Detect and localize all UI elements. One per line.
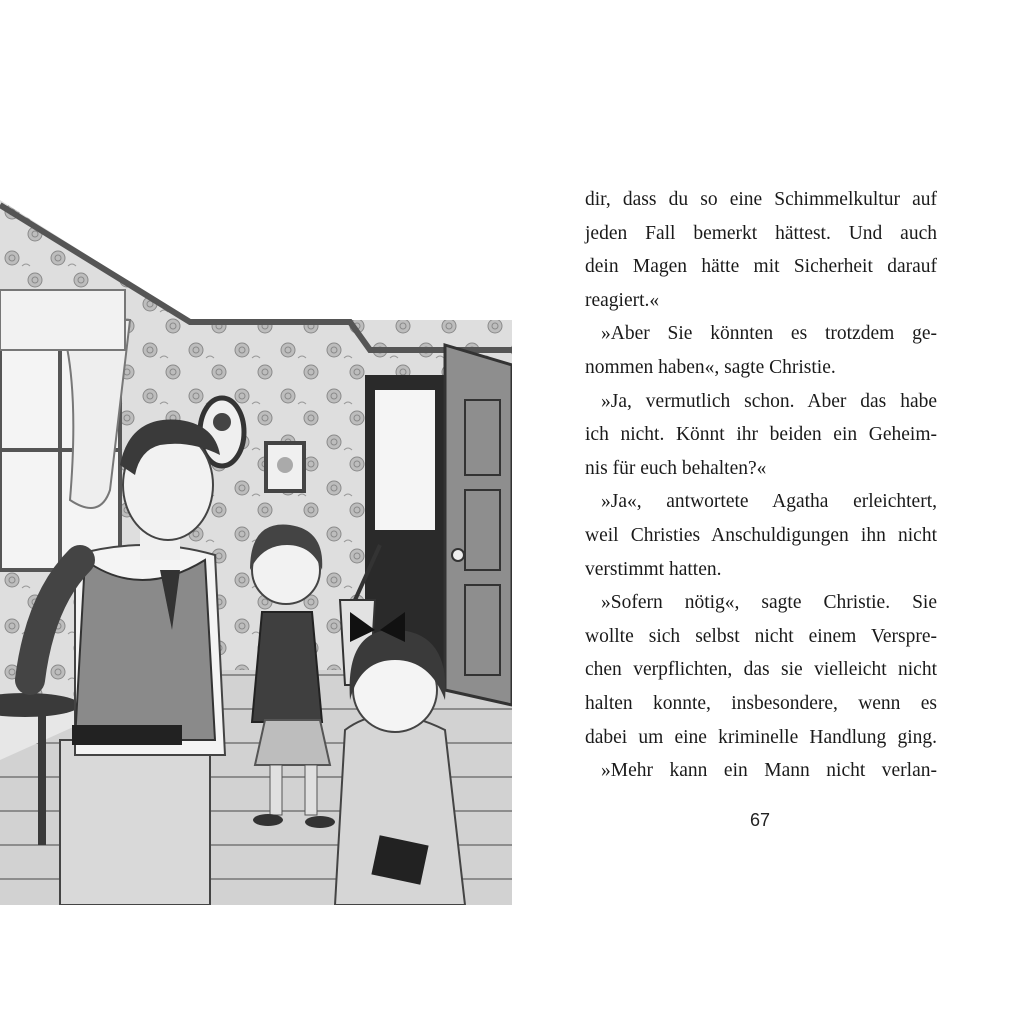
- text-line: chen verpflichten, das sie vielleicht nicht: [585, 659, 937, 681]
- text-line: wollte sich selbst nicht einem Verspre-: [585, 625, 937, 647]
- text-line: »Ja, vermutlich schon. Aber das habe: [601, 390, 937, 412]
- text-line: nis für euch behalten?«: [585, 457, 767, 479]
- text-line: »Aber Sie könnten es trotzdem ge-: [601, 323, 937, 345]
- curtain-valance: [0, 290, 125, 350]
- text-line: »Sofern nötig«, sagte Christie. Sie: [601, 592, 937, 614]
- text-line: dir, dass du so eine Schimmelkultur auf: [585, 189, 937, 210]
- page-number: 67: [749, 810, 771, 830]
- text-line: ich nicht. Könnt ihr beiden ein Geheim-: [585, 424, 937, 446]
- text-line: dein Magen hätte mit Sicherheit darauf: [585, 256, 937, 278]
- text-line: nommen haben«, sagte Christie.: [585, 356, 836, 378]
- text-column: [585, 183, 937, 788]
- text-line: dabei um eine kriminelle Handlung ging.: [585, 726, 937, 748]
- text-line: halten konnte, insbesondere, wenn es: [585, 692, 937, 714]
- text-line: verstimmt hatten.: [585, 558, 722, 580]
- illustration-drawing: [0, 200, 512, 905]
- text-line: »Mehr kann ein Mann nicht verlan-: [601, 760, 937, 782]
- story-illustration: [0, 200, 512, 905]
- text-line: »Ja«, antwortete Agatha erleichtert,: [601, 491, 937, 513]
- text-line: reagiert.«: [585, 289, 660, 311]
- text-line: weil Christies Anschuldigungen ihn nicht: [585, 524, 937, 546]
- text-line: jeden Fall bemerkt hättest. Und auch: [585, 222, 937, 244]
